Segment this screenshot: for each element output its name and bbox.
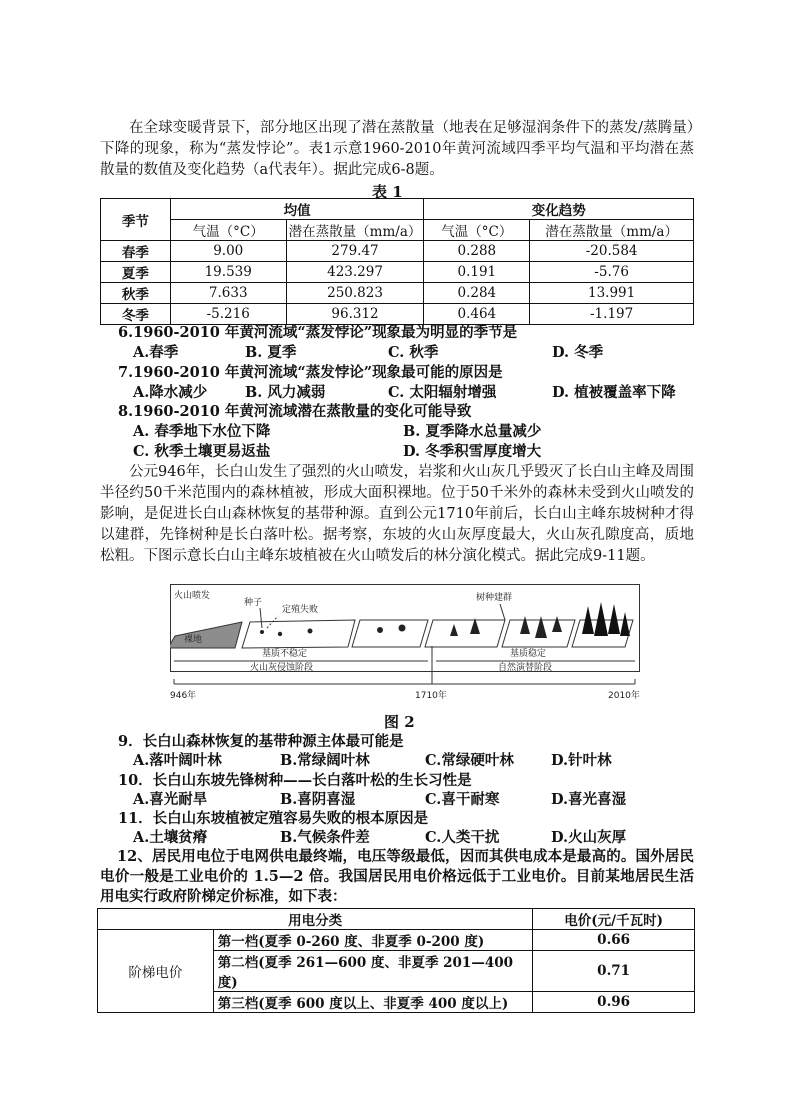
- table2: [97, 908, 695, 1013]
- tier-cell: 第一档(夏季 0-260 度、非夏季 0-200 度): [213, 930, 532, 951]
- label-natural: 自然演替阶段: [498, 663, 553, 673]
- figure2-caption: 图 2: [384, 713, 415, 731]
- question-7-stem: 7.1960-2010 年黄河流域“蒸发悖论”现象最可能的原因是: [118, 364, 503, 381]
- temp-cell: 19.539: [170, 262, 286, 283]
- table-row: [101, 304, 694, 325]
- seedling: [278, 632, 282, 636]
- question-10-option-a: A.喜光耐旱: [133, 791, 208, 808]
- question-12-intro: 12、居民用电位于电网供电最终端，电压等级最低，因而其供电成本是最高的。国外居民电价一般是工业电价的 1.5—2 倍。我国居民用电价格远低于工业电价。目前某地居民生活用电实行政府阶梯定价标准，如下表：: [100, 848, 694, 905]
- pet-trend-cell: -20.584: [530, 241, 694, 262]
- question-7-option-a: A.降水减少: [133, 384, 208, 401]
- season-cell: 夏季: [101, 262, 171, 283]
- year-end: 2010年: [608, 691, 640, 701]
- temp-trend-cell: 0.288: [424, 241, 530, 262]
- table-row: [101, 241, 694, 262]
- season-cell: 秋季: [101, 283, 171, 304]
- panel-3: [352, 620, 428, 647]
- question-7-option-c: C. 太阳辐射增强: [388, 384, 497, 401]
- table2-group-label: 阶梯电价: [98, 930, 214, 1013]
- intro-6-8: 在全球变暖背景下，部分地区出现了潜在蒸散量（地表在足够湿润条件下的蒸发/蒸腾量）下降的现象，称为“蒸发悖论”。表1示意1960-2010年黄河流域四季平均气温和平均潜在蒸散量的数值及变化趋势（a代表年）。据此完成6-8题。: [100, 120, 694, 178]
- question-10-stem: 10．长白山东坡先锋树种——长白落叶松的生长习性是: [118, 772, 472, 789]
- table1-caption: 表 1: [372, 183, 403, 201]
- question-11-option-d: D.火山灰厚: [551, 829, 627, 846]
- question-9-option-d: D.针叶林: [551, 752, 612, 769]
- pet-cell: 279.47: [286, 241, 424, 262]
- tier-cell: 第三档(夏季 600 度以上、非夏季 400 度以上): [213, 992, 532, 1013]
- question-11-option-c: C.人类干扰: [425, 829, 500, 846]
- panel-4: [425, 620, 505, 647]
- price-cell: 0.71: [533, 951, 695, 992]
- intro-9-11: 公元946年，长白山发生了强烈的火山喷发，岩浆和火山灰几乎毁灭了长白山主峰及周围半径约50千米范围内的森林植被，形成大面积裸地。位于50千米外的森林未受到火山喷发的影响，是促进长白山森林恢复的基带种源。直到公元1710年前后，长白山主峰东坡树种才得以建群，先锋树种是长白落叶松。据考察，东坡的火山灰厚度最大，火山灰孔隙度高，质地松粗。下图示意长白山主峰东坡植被在火山喷发后的林分演化模式。据此完成9-11题。: [100, 464, 694, 564]
- question-10-option-b: B.喜阴喜湿: [280, 791, 356, 808]
- question-6-option-d: D. 冬季: [552, 344, 604, 361]
- year-start: 946年: [170, 691, 197, 701]
- question-11-stem: 11．长白山东坡植被定殖容易失败的根本原因是: [118, 810, 429, 827]
- temp-cell: 9.00: [170, 241, 286, 262]
- temp-trend-cell: 0.284: [424, 283, 530, 304]
- label-fail: 定殖失败: [282, 605, 319, 615]
- sapling: [399, 625, 406, 632]
- temp-trend-cell: 0.191: [424, 262, 530, 283]
- table1-header-trend: 变化趋势: [424, 199, 694, 220]
- question-6-stem: 6.1960-2010 年黄河流域“蒸发悖论”现象最为明显的季节是: [118, 324, 518, 341]
- question-8-option-a: A. 春季地下水位下降: [133, 423, 271, 440]
- sapling: [377, 627, 383, 633]
- table-row: [101, 283, 694, 304]
- forest-succession-diagram: [170, 584, 640, 706]
- question-9-option-b: B.常绿阔叶林: [280, 752, 370, 769]
- table1-subheader-temp-trend: 气温（°C）: [424, 220, 530, 241]
- table1: [100, 198, 694, 325]
- question-6-option-c: C. 秋季: [388, 344, 439, 361]
- pet-cell: 250.823: [286, 283, 424, 304]
- question-7-option-d: D. 植被覆盖率下降: [552, 384, 676, 401]
- pet-cell: 96.312: [286, 304, 424, 325]
- table2-header-category: 用电分类: [98, 909, 533, 930]
- season-cell: 冬季: [101, 304, 171, 325]
- question-8-stem: 8.1960-2010 年黄河流域潜在蒸散量的变化可能导致: [118, 403, 472, 420]
- table1-subheader-pet-trend: 潜在蒸散量（mm/a）: [530, 220, 694, 241]
- question-11-option-b: B.气候条件差: [280, 829, 370, 846]
- temp-cell: -5.216: [170, 304, 286, 325]
- question-8-option-b: B. 夏季降水总量减少: [403, 423, 542, 440]
- question-7-option-b: B. 风力减弱: [245, 384, 326, 401]
- season-cell: 春季: [101, 241, 171, 262]
- year-mid: 1710年: [415, 691, 447, 701]
- price-cell: 0.96: [533, 992, 695, 1013]
- question-6-option-b: B. 夏季: [245, 344, 297, 361]
- pet-trend-cell: -5.76: [530, 262, 694, 283]
- table2-header-price: 电价(元/千瓦时): [533, 909, 695, 930]
- table1-subheader-temp: 气温（°C）: [170, 220, 286, 241]
- seedling: [260, 630, 264, 634]
- table1-header-mean: 均值: [170, 199, 424, 220]
- temp-trend-cell: 0.464: [424, 304, 530, 325]
- label-unstable: 基质不稳定: [262, 649, 308, 659]
- question-6-option-a: A.春季: [133, 344, 179, 361]
- tier-cell: 第二档(夏季 261—600 度、非夏季 201—400 度): [213, 951, 532, 992]
- price-cell: 0.66: [533, 930, 695, 951]
- question-9-stem: 9．长白山森林恢复的基带种源主体最可能是: [118, 733, 404, 750]
- table1-header-season: 季节: [101, 199, 171, 241]
- question-11-option-a: A.土壤贫瘠: [133, 829, 208, 846]
- question-10-option-d: D.喜光喜湿: [551, 791, 627, 808]
- panel-2: [242, 620, 355, 648]
- table-row: [98, 930, 695, 951]
- label-seed: 种子: [244, 598, 263, 608]
- label-establish: 树种建群: [476, 593, 513, 603]
- label-eruption: 火山喷发: [174, 591, 211, 601]
- seedling: [308, 629, 313, 634]
- figure-2: [170, 584, 640, 706]
- label-stable: 基质稳定: [510, 649, 547, 659]
- label-invade: 火山灰侵蚀阶段: [250, 663, 314, 673]
- temp-cell: 7.633: [170, 283, 286, 304]
- table-row: [101, 262, 694, 283]
- pet-trend-cell: -1.197: [530, 304, 694, 325]
- label-bare: 裸地: [184, 635, 203, 645]
- pet-cell: 423.297: [286, 262, 424, 283]
- question-8-option-c: C. 秋季土壤更易返盐: [133, 443, 271, 460]
- question-9-option-a: A.落叶阔叶林: [133, 752, 222, 769]
- pet-trend-cell: 13.991: [530, 283, 694, 304]
- question-10-option-c: C.喜干耐寒: [425, 791, 500, 808]
- question-8-option-d: D. 冬季积雪厚度增大: [403, 443, 542, 460]
- table1-subheader-pet: 潜在蒸散量（mm/a）: [286, 220, 424, 241]
- question-9-option-c: C.常绿硬叶林: [425, 752, 514, 769]
